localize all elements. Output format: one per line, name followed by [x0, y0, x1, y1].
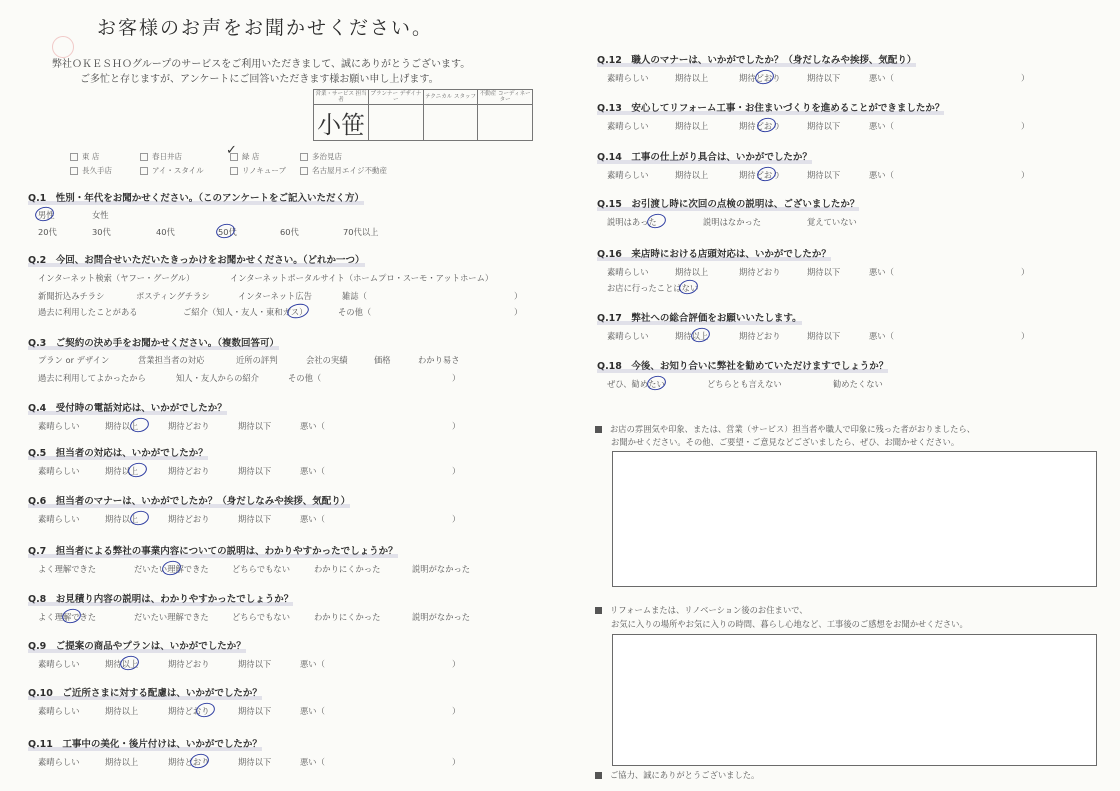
checkmark-icon: ✓ [226, 143, 237, 158]
store-checkbox-realestate[interactable]: 名古屋月エイジ不動産 [300, 165, 387, 176]
q9-option[interactable]: 悪い（ [300, 659, 325, 669]
q12-option[interactable]: 期待以上 [675, 73, 709, 83]
staff-header-planner: プランナー デザイナー [370, 90, 422, 103]
q13-option[interactable]: 悪い（ [869, 121, 894, 131]
q12-option: ） [1021, 73, 1030, 83]
q10-option[interactable]: 期待どおり [168, 706, 210, 716]
q1-option[interactable]: 30代 [92, 227, 111, 237]
q4-option[interactable]: 素晴らしい [38, 421, 80, 431]
q11-option[interactable]: 期待以下 [238, 757, 272, 767]
q5-option[interactable]: 悪い（ [300, 466, 325, 476]
q1-option[interactable]: 60代 [280, 227, 299, 237]
comment-1-line-1: お店の雰囲気や印象、または、営業（サービス）担当者や職人で印象に残った者がおりましたら、 [595, 423, 975, 435]
q11-option: ） [452, 757, 461, 767]
q7-option[interactable]: わかりにくかった [314, 564, 381, 574]
q2-option: ） [514, 307, 523, 317]
q17-option: ） [1021, 331, 1030, 341]
comment-box-2[interactable] [612, 634, 1097, 766]
q13-option[interactable]: 期待以下 [807, 121, 841, 131]
q6-option[interactable]: 期待以下 [238, 514, 272, 524]
q13-option: ） [1021, 121, 1030, 131]
footer-thanks: ご協力、誠にありがとうございました。 [595, 769, 759, 781]
q13-option[interactable]: 素晴らしい [607, 121, 649, 131]
q9-option[interactable]: 期待以上 [105, 659, 139, 669]
staff-header-technical: テクニカル スタッフ [423, 90, 478, 105]
q14-option[interactable]: 期待以下 [807, 170, 841, 180]
q8-option[interactable]: わかりにくかった [314, 612, 381, 622]
q4-label: Q.4 受付時の電話対応は、いかがでしたか？ [28, 400, 227, 414]
q15-option[interactable]: 説明はあった [607, 217, 657, 227]
q12-option[interactable]: 期待どおり [739, 73, 781, 83]
q8-option[interactable]: どちらでもない [232, 612, 290, 622]
q16-option[interactable]: 期待以下 [807, 267, 841, 277]
q2-option[interactable]: インターネット広告 [238, 291, 312, 301]
q3-option[interactable]: プラン or デザイン [38, 355, 110, 365]
q14-option[interactable]: 素晴らしい [607, 170, 649, 180]
q1-option[interactable]: 男性 [38, 210, 55, 220]
q9-option[interactable]: 期待以下 [238, 659, 272, 669]
q10-option[interactable]: 期待以上 [105, 706, 139, 716]
q3-option[interactable]: 会社の実績 [306, 355, 348, 365]
store-checkbox-kasugai[interactable]: 春日井店 [140, 151, 182, 162]
q10-option[interactable]: 悪い（ [300, 706, 325, 716]
q4-option[interactable]: 悪い（ [300, 421, 325, 431]
q6-option[interactable]: 期待以上 [105, 514, 139, 524]
q5-option[interactable]: 素晴らしい [38, 466, 80, 476]
q2-option: ） [514, 291, 523, 301]
store-checkbox-renocube[interactable]: リノキューブ [230, 165, 286, 176]
q13-label: Q.13 安心してリフォーム工事・お住まいづくりを進めることができましたか？ [597, 100, 944, 114]
q16-label: Q.16 来店時における店頭対応は、いかがでしたか？ [597, 246, 831, 260]
q16-option[interactable]: 悪い（ [869, 267, 894, 277]
q9-label: Q.9 ご提案の商品やプランは、いかがでしたか？ [28, 638, 246, 652]
q9-option[interactable]: 期待どおり [168, 659, 210, 669]
q17-option[interactable]: 期待以下 [807, 331, 841, 341]
q12-option[interactable]: 素晴らしい [607, 73, 649, 83]
square-bullet-icon [595, 426, 602, 433]
q3-option[interactable]: 近所の評判 [236, 355, 278, 365]
q4-option[interactable]: 期待どおり [168, 421, 210, 431]
q10-option[interactable]: 素晴らしい [38, 706, 80, 716]
q8-option[interactable]: だいたい理解できた [134, 612, 209, 622]
q5-label: Q.5 担当者の対応は、いかがでしたか？ [28, 445, 208, 459]
q2-option[interactable]: インターネット検索（ヤフー・グーグル） [38, 273, 195, 283]
q18-label: Q.18 今後、お知り合いに弊社を勧めていただけますでしょうか？ [597, 358, 888, 372]
q7-label: Q.7 担当者による弊社の事業内容についての説明は、わかりやすかったでしょうか？ [28, 543, 398, 557]
q3-option[interactable]: わかり易さ [418, 355, 460, 365]
store-checkbox-istyle[interactable]: アイ・スタイル [140, 165, 204, 176]
square-bullet-icon [595, 607, 602, 614]
q1-option[interactable]: 40代 [156, 227, 175, 237]
q1-option[interactable]: 50代 [218, 227, 237, 237]
store-checkbox-midori[interactable]: ✓ 緑 店 [226, 143, 260, 161]
q2-option[interactable]: 雑誌（ [342, 291, 367, 301]
q13-option[interactable]: 期待どおり [739, 121, 781, 131]
q13-option[interactable]: 期待以上 [675, 121, 709, 131]
q14-label: Q.14 工事の仕上がり具合は、いかがでしたか？ [597, 149, 812, 163]
q5-option[interactable]: 期待以上 [105, 466, 139, 476]
q15-option[interactable]: 説明はなかった [703, 217, 762, 227]
q17-label: Q.17 弊社への総合評価をお願いいたします。 [597, 310, 802, 324]
q3-option[interactable]: 価格 [374, 355, 391, 365]
q16-option[interactable]: お店に行ったことはない [607, 283, 699, 293]
q4-option[interactable]: 期待以下 [238, 421, 272, 431]
staff-table [313, 89, 533, 141]
q6-label: Q.6 担当者のマナーは、いかがでしたか？（身だしなみや挨拶、気配り） [28, 493, 350, 507]
q16-option: ） [1021, 267, 1030, 277]
q1-option[interactable]: 70代以上 [343, 227, 379, 237]
q2-option[interactable]: 過去に利用したことがある [38, 307, 138, 317]
q11-option[interactable]: 悪い（ [300, 757, 325, 767]
store-checkbox-higashi[interactable]: 東 店 [70, 151, 99, 162]
q10-label: Q.10 ご近所さまに対する配慮は、いかがでしたか？ [28, 685, 262, 699]
q14-option: ） [1021, 170, 1030, 180]
q8-label: Q.8 お見積り内容の説明は、わかりやすかったでしょうか？ [28, 591, 293, 605]
q7-option[interactable]: よく理解できた [38, 564, 97, 574]
q2-option[interactable]: その他（ [338, 307, 372, 317]
staff-header-sales: 営業・サービス 担当者 [315, 90, 367, 103]
q6-option: ） [452, 514, 461, 524]
q8-option[interactable]: よく理解できた [38, 612, 97, 622]
q17-option[interactable]: 悪い（ [869, 331, 894, 341]
staff-value-realestate[interactable] [478, 105, 533, 141]
q10-option: ） [452, 706, 461, 716]
q1-option[interactable]: 20代 [38, 227, 57, 237]
q4-option[interactable]: 期待以上 [105, 421, 139, 431]
staff-value-technical[interactable] [423, 105, 478, 141]
q3-option[interactable]: 知人・友人からの紹介 [176, 373, 259, 383]
q12-label: Q.12 職人のマナーは、いかがでしたか？（身だしなみや挨拶、気配り） [597, 52, 916, 66]
q7-option[interactable]: どちらでもない [232, 564, 290, 574]
staff-header-realestate: 不動産 コーディネーター [479, 90, 531, 103]
q3-option[interactable]: その他（ [288, 373, 322, 383]
q18-option[interactable]: ぜひ、勧めたい [607, 379, 665, 389]
q7-option[interactable]: 説明がなかった [412, 564, 471, 574]
q2-option[interactable]: ポスティングチラシ [136, 291, 210, 301]
q9-option[interactable]: 素晴らしい [38, 659, 80, 669]
q14-option[interactable]: 期待どおり [739, 170, 781, 180]
q11-label: Q.11 工事中の美化・後片付けは、いかがでしたか？ [28, 736, 262, 750]
q3-option[interactable]: 過去に利用してよかったから [38, 373, 146, 383]
page-title: お客様のお声をお聞かせください。 [97, 17, 434, 39]
comment-2-line-2: お気に入りの場所やお気に入りの時間、暮らし心地など、工事後のご感想をお聞かせください。 [611, 619, 968, 629]
q17-option[interactable]: 素晴らしい [607, 331, 649, 341]
q5-option: ） [452, 466, 461, 476]
staff-value-planner[interactable] [369, 105, 424, 141]
q6-option[interactable]: 素晴らしい [38, 514, 80, 524]
comment-box-1[interactable] [612, 451, 1097, 587]
q16-option[interactable]: 素晴らしい [607, 267, 649, 277]
q12-option[interactable]: 期待以下 [807, 73, 841, 83]
q6-option[interactable]: 期待どおり [168, 514, 210, 524]
q1-label: Q.1 性別・年代をお聞かせください。（このアンケートをご記入いただく方） [28, 190, 364, 204]
staff-value-sales[interactable]: 小笹 [314, 105, 369, 141]
q14-option[interactable]: 期待以上 [675, 170, 709, 180]
q11-option[interactable]: 素晴らしい [38, 757, 80, 767]
square-bullet-icon [595, 772, 602, 779]
q5-option[interactable]: 期待以下 [238, 466, 272, 476]
comment-2-line-1: リフォームまたは、リノベーション後のお住まいで、 [595, 604, 808, 616]
q14-option[interactable]: 悪い（ [869, 170, 894, 180]
store-checkbox-nagakute[interactable]: 長久手店 [70, 165, 112, 176]
q17-option[interactable]: 期待どおり [739, 331, 781, 341]
q16-option[interactable]: 期待以上 [675, 267, 709, 277]
q18-option[interactable]: どちらとも言えない [707, 379, 782, 389]
q18-option[interactable]: 勧めたくない [833, 379, 883, 389]
q8-option[interactable]: 説明がなかった [412, 612, 471, 622]
q5-option[interactable]: 期待どおり [168, 466, 210, 476]
store-checkbox-tajimi[interactable]: 多治見店 [300, 151, 342, 162]
q10-option[interactable]: 期待以下 [238, 706, 272, 716]
q3-option[interactable]: 営業担当者の対応 [138, 355, 205, 365]
q11-option[interactable]: 期待以上 [105, 757, 139, 767]
q2-option[interactable]: ご紹介（知人・友人・東和ガス） [183, 307, 308, 317]
q16-option[interactable]: 期待どおり [739, 267, 781, 277]
intro-line-2: ご多忙と存じますが、アンケートにご回答いただきます様お願い申し上げます。 [80, 74, 439, 85]
q15-option[interactable]: 覚えていない [807, 217, 857, 227]
q1-option[interactable]: 女性 [92, 210, 109, 220]
q2-option[interactable]: 新聞折込みチラシ [38, 291, 105, 301]
intro-line-1: 弊社ＯＫＥＳＨＯグループのサービスをご利用いただきまして、誠にありがとうございます。 [52, 59, 471, 70]
q9-option: ） [452, 659, 461, 669]
q3-label: Q.3 ご契約の決め手をお聞かせください。（複数回答可） [28, 335, 279, 349]
q15-label: Q.15 お引渡し時に次回の点検の説明は、ございましたか？ [597, 196, 859, 210]
q3-option: ） [452, 373, 461, 383]
q2-option[interactable]: インターネットポータルサイト（ホームプロ・スーモ・アットホーム） [230, 273, 494, 283]
q2-label: Q.2 今回、お問合せいただいたきっかけをお聞かせください。（どれか一つ） [28, 252, 365, 266]
q7-option[interactable]: だいたい理解できた [134, 564, 209, 574]
q12-option[interactable]: 悪い（ [869, 73, 894, 83]
q11-option[interactable]: 期待どおり [168, 757, 210, 767]
comment-1-line-2: お聞かせください。その他、ご要望・ご意見などございましたら、ぜひ、お聞かせください。 [611, 437, 960, 447]
q17-option[interactable]: 期待以上 [675, 331, 709, 341]
q4-option: ） [452, 421, 461, 431]
q6-option[interactable]: 悪い（ [300, 514, 325, 524]
